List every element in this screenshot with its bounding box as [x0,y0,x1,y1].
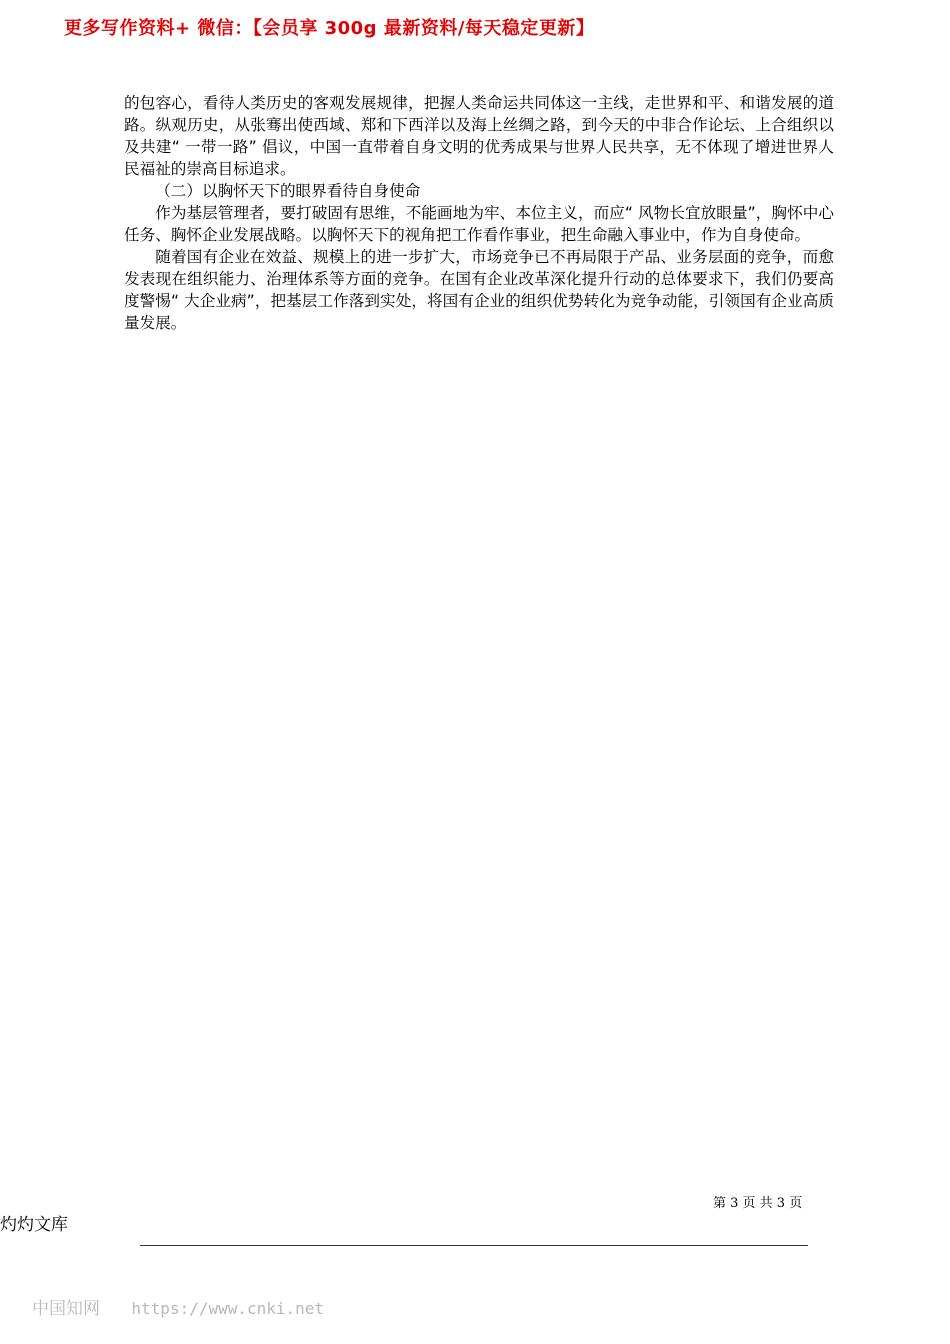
page-number: 第 3 页 共 3 页 [713,1196,803,1211]
paragraph-1: 的包容心，看待人类历史的客观发展规律，把握人类命运共同体这一主线，走世界和平、和谐发展的道路。纵观历史，从张骞出使西域、郑和下西洋以及海上丝绸之路，到今天的中非合作论坛、上合组织以及共建“ 一带一路” 倡议，中国一直带着自身文明的优秀成果与世界人民共享，无不体现了增进世界人民福祉的崇高目标追求。 [124,94,834,178]
paragraph-2: 作为基层管理者，要打破固有思维，不能画地为牢、本位主义，而应“ 风物长宜放眼量”，胸怀中心任务、胸怀企业发展战略。以胸怀天下的视角把工作看作事业，把生命融入事业中，作为自身使命。 [124,204,834,244]
paragraph-3: 随着国有企业在效益、规模上的进一步扩大，市场竞争已不再局限于产品、业务层面的竞争，而愈发表现在组织能力、治理体系等方面的竞争。在国有企业改革深化提升行动的总体要求下，我们仍要高度警惕“ 大企业病”，把基层工作落到实处，将国有企业的组织优势转化为竞争动能，引领国有企业高质量发展。 [124,248,834,332]
library-name: 灼灼文库 [0,1215,68,1235]
footer-divider [140,1245,808,1246]
watermark [32,1294,324,1319]
section-heading: （二）以胸怀天下的眼界看待自身使命 [155,182,421,200]
watermark-site-name: 中国知网 [32,1299,100,1319]
document-body [124,92,834,334]
promo-banner: 更多写作资料+ 微信：【会员享 300g 最新资料/每天稳定更新】 [64,18,595,39]
watermark-url: https://www.cnki.net [131,1299,325,1318]
